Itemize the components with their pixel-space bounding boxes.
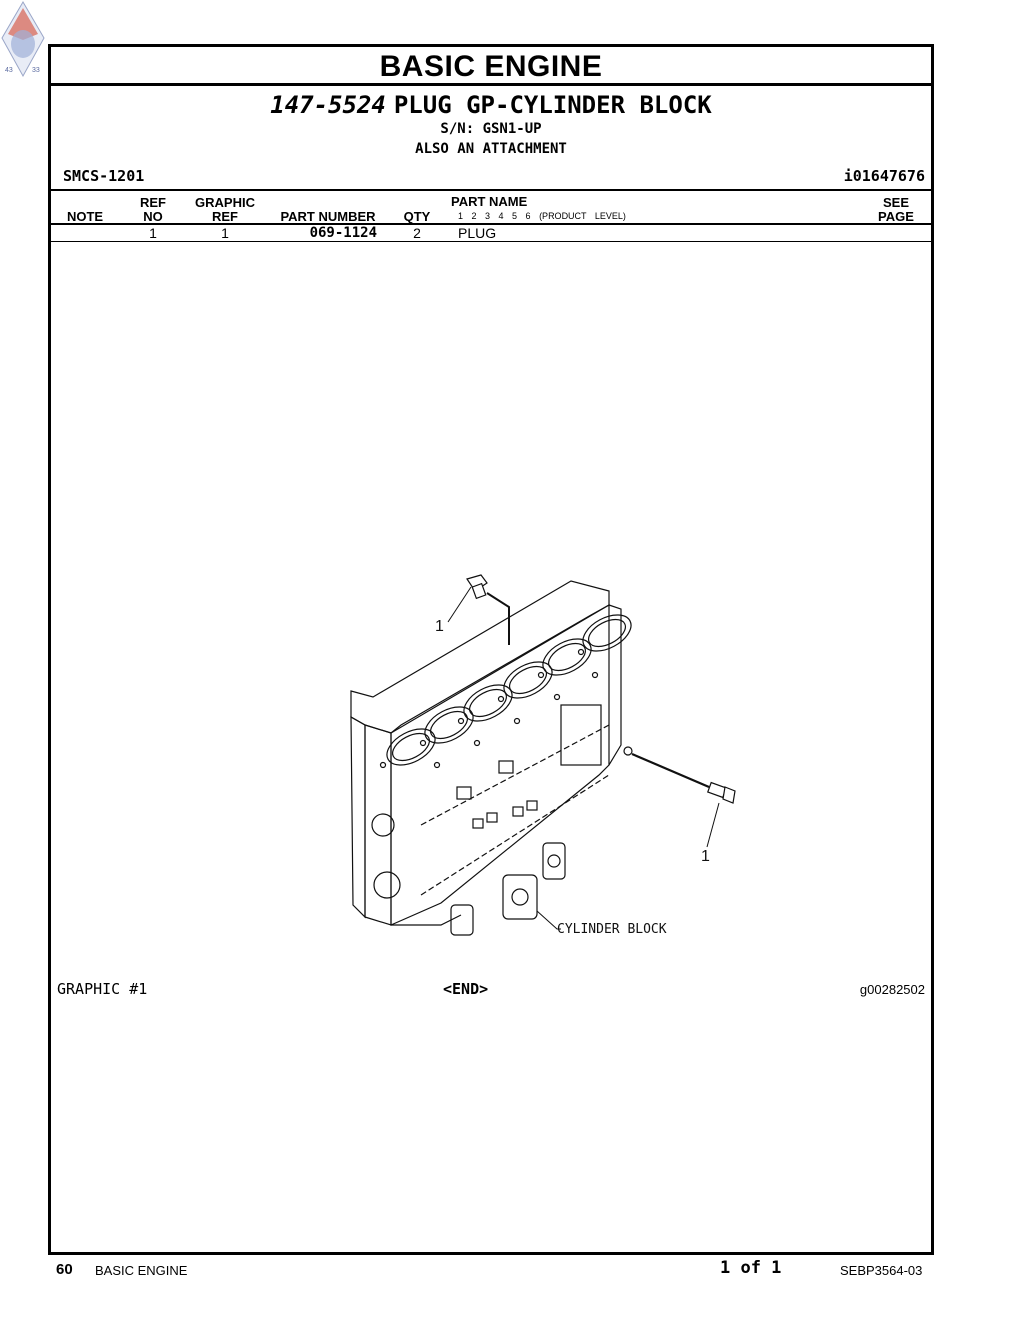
parts-page-frame — [48, 44, 934, 1255]
product-level-label: (PRODUCT LEVEL) — [539, 211, 626, 221]
row-graphic-ref: 1 — [221, 225, 229, 241]
col-ref-no — [133, 196, 173, 224]
end-marker: <END> — [443, 980, 489, 998]
right-plug — [708, 783, 735, 803]
col-graphic-ref-line2: REF — [212, 209, 238, 224]
graphic-id: g00282502 — [859, 982, 925, 997]
group-name: PLUG GP-CYLINDER BLOCK — [393, 91, 712, 119]
group-note: ALSO AN ATTACHMENT — [415, 141, 567, 157]
graphic-label: GRAPHIC #1 — [57, 980, 148, 998]
col-ref-no-line2: NO — [143, 209, 163, 224]
section-title-bar — [51, 47, 931, 86]
col-see-page-line2: PAGE — [878, 209, 914, 224]
logo-number-left: 43 — [5, 67, 13, 74]
col-qty: QTY — [403, 209, 431, 224]
footer-section: BASIC ENGINE — [95, 1263, 188, 1278]
col-graphic-ref-line1: GRAPHIC — [195, 195, 255, 210]
col-see-page-line1: SEE — [882, 195, 909, 210]
row-ref-no: 1 — [149, 225, 157, 241]
product-level-numbers: 1 2 3 4 5 6 — [458, 211, 531, 221]
section-title: BASIC ENGINE — [379, 50, 603, 83]
footer-page-count: 1 of 1 — [720, 1258, 782, 1278]
col-part-name: PART NAME — [451, 194, 528, 209]
product-levels — [458, 211, 626, 221]
group-title — [51, 91, 931, 119]
col-ref-no-line1: REF — [140, 195, 166, 210]
row-rule — [51, 241, 931, 242]
col-graphic-ref — [185, 196, 265, 224]
callout-right: 1 — [701, 848, 710, 865]
cylinder-block-illustration — [291, 525, 751, 945]
row-qty: 2 — [413, 225, 421, 241]
top-plug — [467, 575, 487, 598]
callout-top: 1 — [435, 618, 444, 635]
col-see-page — [871, 196, 921, 224]
header-top-rule — [51, 189, 931, 191]
logo-number-right: 33 — [32, 67, 40, 74]
row-part-name: PLUG — [458, 225, 497, 241]
col-note: NOTE — [66, 209, 104, 224]
footer-page-number: 60 — [56, 1261, 73, 1278]
footer-document-id: SEBP3564-03 — [840, 1263, 923, 1278]
cylinder-block-label: CYLINDER BLOCK — [557, 922, 667, 937]
smcs-code: SMCS-1201 — [63, 167, 145, 185]
serial-number: S/N: GSN1-UP — [440, 121, 542, 137]
corner-logo — [0, 0, 46, 80]
row-part-number: 069-1124 — [309, 225, 377, 241]
group-part-number: 147-5524 — [270, 91, 386, 119]
col-part-number: PART NUMBER — [280, 209, 376, 224]
illustration-id: i01647676 — [843, 167, 925, 185]
